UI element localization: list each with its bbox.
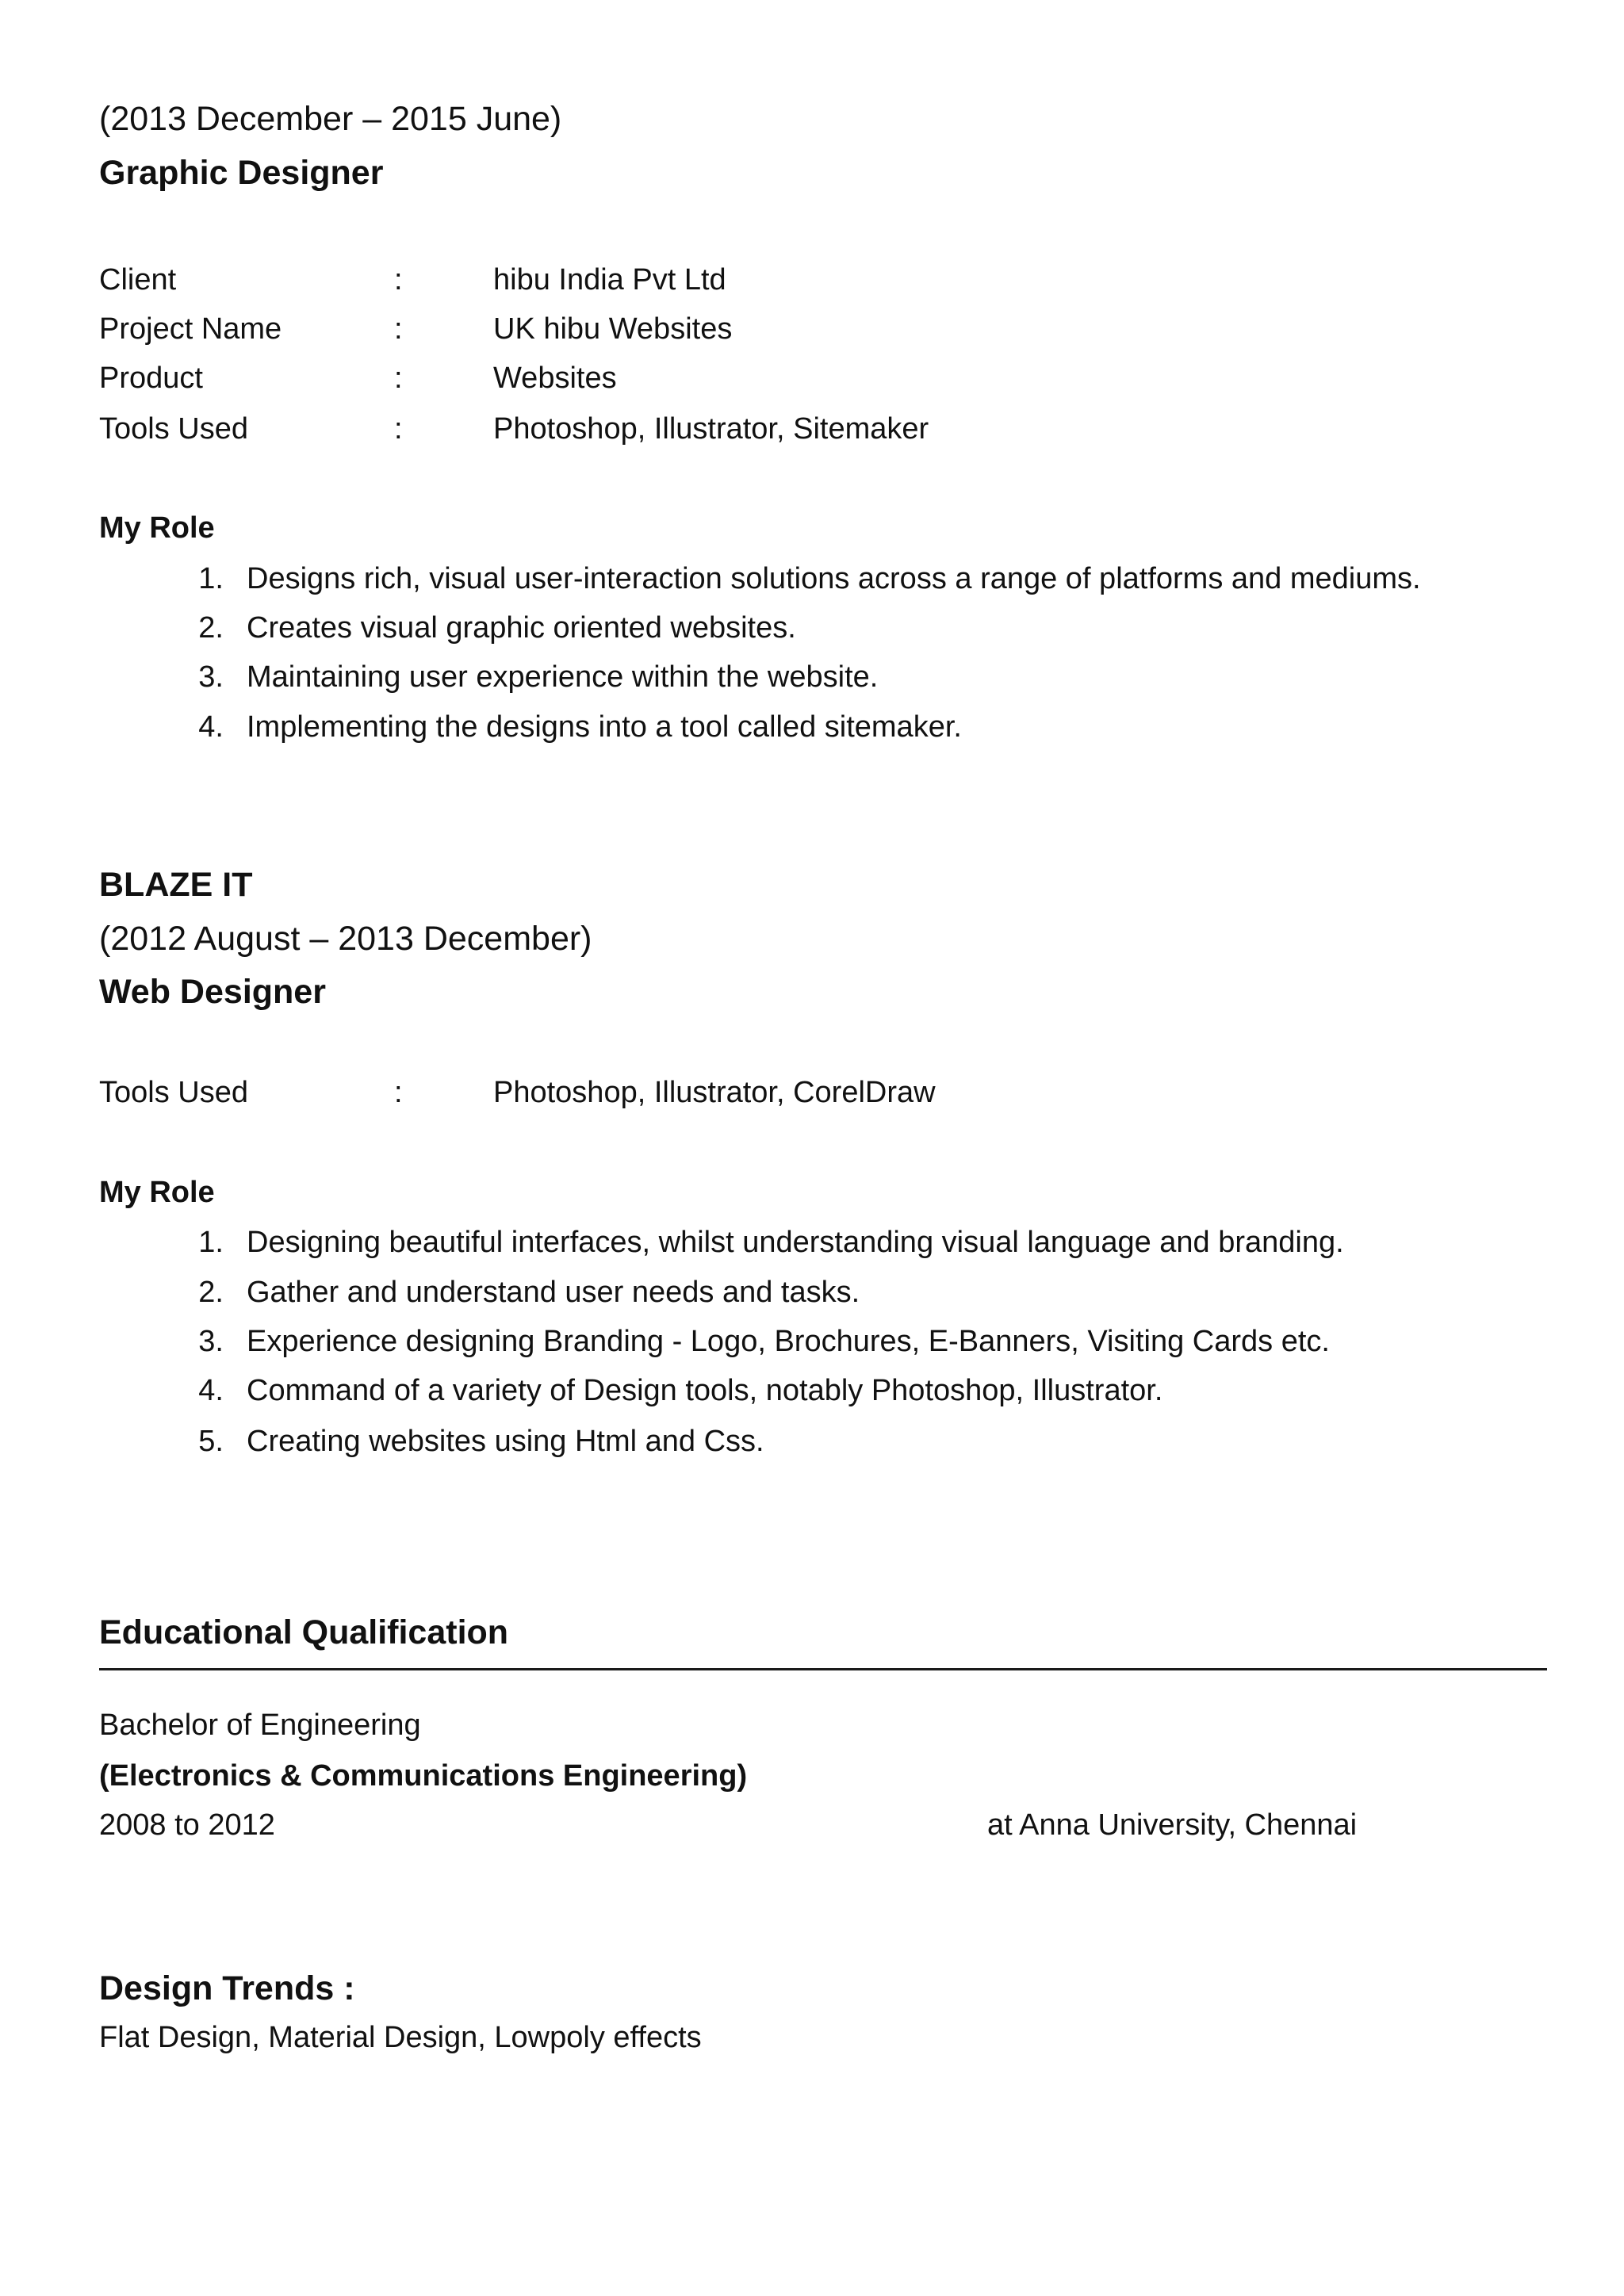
job1-tools-value: Photoshop, Illustrator, Sitemaker	[493, 412, 929, 446]
education-degree: Bachelor of Engineering	[99, 1709, 421, 1742]
list-item-number: 3.	[198, 660, 224, 694]
list-item: Experience designing Branding - Logo, Brochures, E-Banners, Visiting Cards etc.	[247, 1325, 1330, 1358]
education-years: 2008 to 2012	[99, 1808, 275, 1842]
list-item: Designing beautiful interfaces, whilst understanding visual language and branding.	[247, 1226, 1344, 1259]
job1-project-label: Project Name	[99, 312, 282, 346]
job1-product-label: Product	[99, 362, 203, 395]
education-heading: Educational Qualification	[99, 1613, 509, 1651]
list-item: Implementing the designs into a tool called sitemaker.	[247, 710, 962, 744]
job1-client-label: Client	[99, 263, 177, 297]
list-item-number: 3.	[198, 1325, 224, 1358]
list-item: Command of a variety of Design tools, notably Photoshop, Illustrator.	[247, 1374, 1163, 1407]
list-item: Creating websites using Html and Css.	[247, 1425, 764, 1458]
design-trends-heading: Design Trends :	[99, 1969, 355, 2007]
design-trends-text: Flat Design, Material Design, Lowpoly effects	[99, 2021, 702, 2054]
job1-project-sep: :	[394, 312, 403, 346]
job1-product-sep: :	[394, 362, 403, 395]
job2-role-heading: My Role	[99, 1176, 215, 1209]
list-item-number: 4.	[198, 710, 224, 744]
list-item: Maintaining user experience within the website.	[247, 660, 879, 694]
list-item: Gather and understand user needs and tasks.	[247, 1276, 860, 1309]
job2-tools-value: Photoshop, Illustrator, CorelDraw	[493, 1076, 936, 1109]
education-branch: (Electronics & Communications Engineering)	[99, 1759, 748, 1793]
job2-company: BLAZE IT	[99, 866, 253, 904]
job1-tools-label: Tools Used	[99, 412, 248, 446]
job1-project-value: UK hibu Websites	[493, 312, 733, 346]
list-item-number: 2.	[198, 1276, 224, 1309]
job1-title: Graphic Designer	[99, 154, 384, 192]
job2-period: (2012 August – 2013 December)	[99, 920, 592, 958]
list-item-number: 2.	[198, 611, 224, 645]
job2-tools-label: Tools Used	[99, 1076, 248, 1109]
job2-title: Web Designer	[99, 973, 326, 1011]
job1-role-heading: My Role	[99, 511, 215, 545]
job1-product-value: Websites	[493, 362, 617, 395]
job1-period: (2013 December – 2015 June)	[99, 100, 562, 138]
job1-client-sep: :	[394, 263, 403, 297]
list-item-number: 1.	[198, 1226, 224, 1259]
list-item-number: 1.	[198, 562, 224, 595]
list-item: Creates visual graphic oriented websites.	[247, 611, 796, 645]
list-item-number: 4.	[198, 1374, 224, 1407]
list-item-number: 5.	[198, 1425, 224, 1458]
list-item: Designs rich, visual user-interaction solutions across a range of platforms and mediums.	[247, 562, 1421, 595]
job1-tools-sep: :	[394, 412, 403, 446]
section-divider	[99, 1668, 1547, 1670]
job1-client-value: hibu India Pvt Ltd	[493, 263, 726, 297]
job2-tools-sep: :	[394, 1076, 403, 1109]
education-institution: at Anna University, Chennai	[987, 1808, 1358, 1842]
